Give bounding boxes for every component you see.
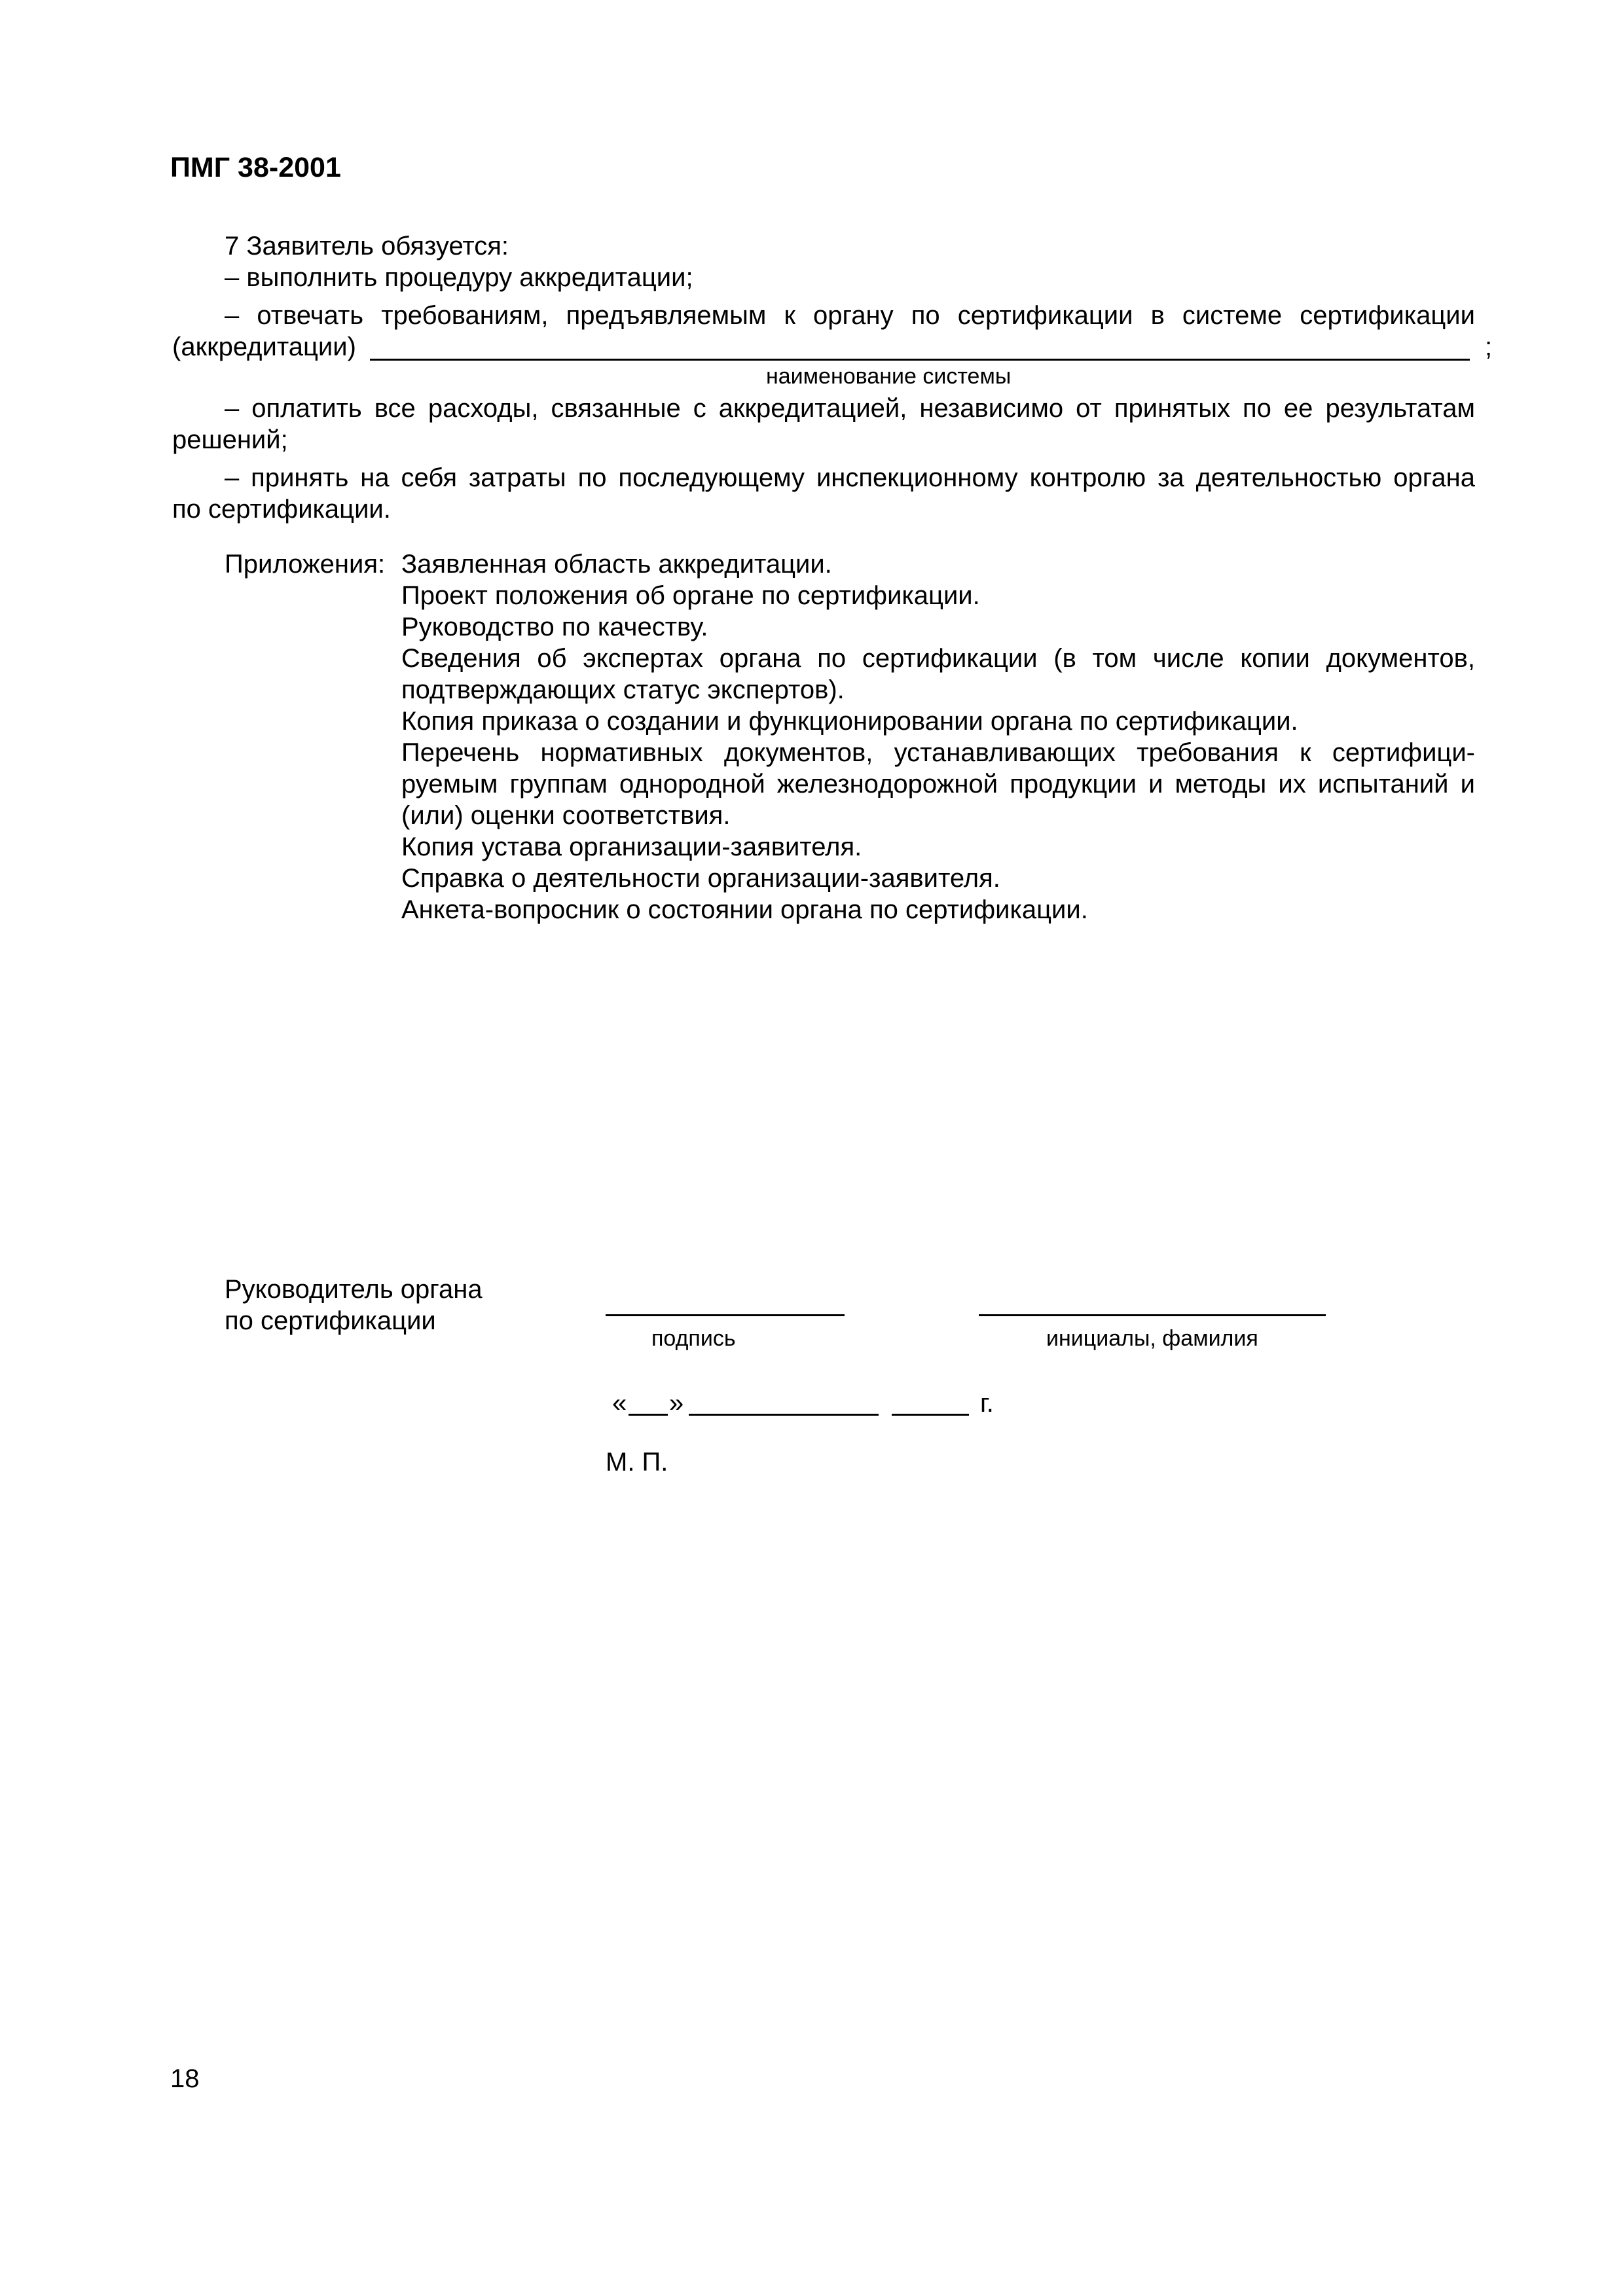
appendices-list [401,580,1475,925]
signatory-role: по сертификации [225,1306,436,1335]
date-quote-close: » [669,1389,684,1418]
system-name-blank [370,359,1470,361]
date-quote-open: « [612,1389,627,1418]
appendix-item: Сведения об экспертах органа по сертификации (в том числе копии документов, подтверждающих статус экспертов). [401,644,1475,704]
signatory-role: Руководитель органа [225,1275,483,1304]
obligation-item-prefix: (аккредитации) [172,332,356,361]
obligation-item: – выполнить процедуру аккредитации; [225,263,693,292]
appendix-item: Заявленная область аккредитации. [401,550,832,579]
day-blank [629,1414,668,1416]
appendices-label: Приложения: [225,550,386,579]
year-suffix: г. [980,1389,994,1418]
name-caption: инициалы, фамилия [1046,1326,1258,1351]
system-name-caption: наименование системы [766,364,1012,389]
stamp-place: М. П. [606,1448,668,1477]
obligation-item-cont: решений; [172,425,288,454]
obligation-item-suffix: ; [1485,332,1493,361]
page-number: 18 [170,2064,200,2093]
month-blank [689,1414,879,1416]
document-code: ПМГ 38-2001 [170,152,341,183]
year-blank [892,1414,969,1416]
appendix-item: Проект положения об органе по сертификации. [401,581,980,610]
obligation-item: – отвечать требованиям, предъявляемым к органу по сертификации в системе сертификации [225,301,1475,330]
appendix-item: Копия устава организации-заявителя. [401,833,862,861]
name-blank [979,1314,1326,1316]
appendix-item: Перечень нормативных документов, устанавливающих требования к сертифици-руемым группам однородной железнодорожной продукции и методы их испытаний и (или) оценки соответствия. [401,738,1475,830]
appendix-item: Руководство по качеству. [401,613,708,641]
obligation-item-cont: по сертификации. [172,495,391,524]
obligation-item: – оплатить все расходы, связанные с аккредитацией, независимо от принятых по ее результатам [225,394,1475,423]
appendix-item: Анкета-вопросник о состоянии органа по сертификации. [401,895,1088,924]
obligation-item: – принять на себя затраты по последующему инспекционному контролю за деятельностью органа [225,463,1475,492]
appendix-item: Копия приказа о создании и функционировании органа по сертификации. [401,707,1298,736]
signature-blank [606,1314,845,1316]
section-title: 7 Заявитель обязуется: [225,232,509,260]
appendix-item: Справка о деятельности организации-заявителя. [401,864,1000,893]
signature-caption: подпись [651,1326,736,1351]
